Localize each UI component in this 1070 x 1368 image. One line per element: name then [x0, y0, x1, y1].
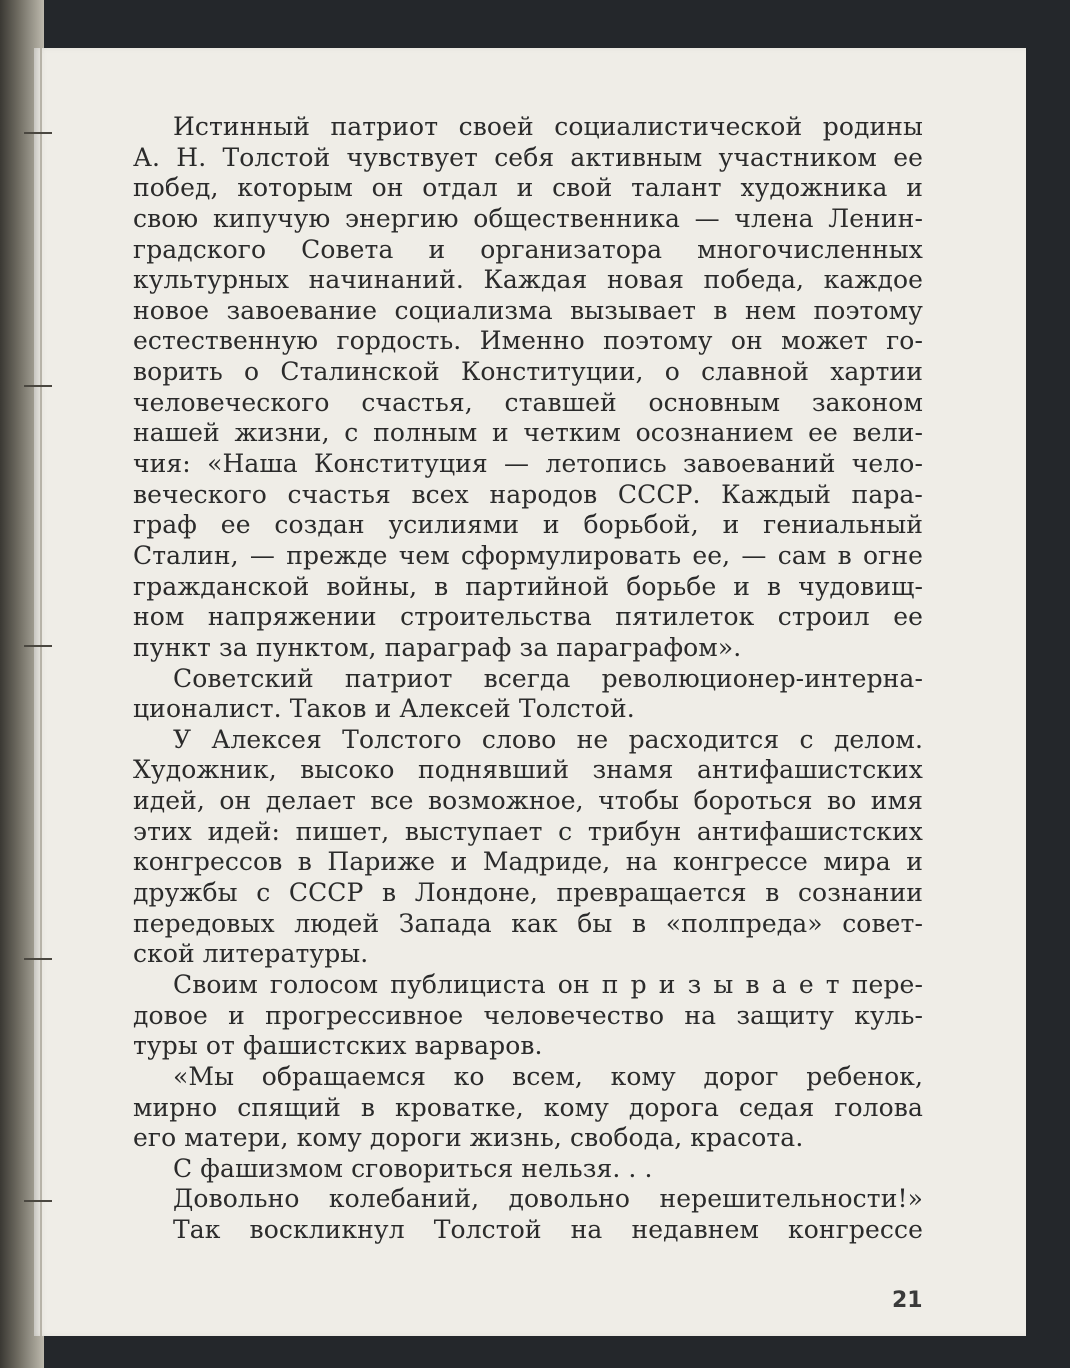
text-line: Советский патриот всегда революционер-интерна-	[173, 663, 923, 693]
text-line: новое завоевание социализма вызывает в нем поэтому	[133, 295, 923, 325]
text-line: Истинный патриот своей социалистической родины	[173, 112, 923, 141]
text-line: Своим голосом публициста он п р и з ы в а е т пере-	[173, 969, 923, 999]
text-line: ворить о Сталинской Конституции, о славной хартии	[133, 357, 923, 387]
text-line: дружбы с СССР в Лондоне, превращается в сознании	[133, 878, 923, 908]
text-line: С фашизмом сговориться нельзя. . .	[173, 1153, 653, 1183]
text-line: граф ее создан усилиями и борьбой, и гениальный	[133, 510, 923, 540]
binding-stitch	[24, 1200, 52, 1202]
text-line: «Мы обращаемся ко всем, кому дорог ребенок,	[173, 1061, 923, 1091]
text-line: гражданской войны, в партийной борьбе и в чудовищ-	[133, 571, 923, 601]
binding-stitch	[24, 132, 52, 134]
text-line: ном напряжении строительства пятилеток строил ее	[133, 602, 923, 632]
text-line: передовых людей Запада как бы в «полпреда» совет-	[133, 908, 923, 938]
text-line: естественную гордость. Именно поэтому он может го-	[133, 326, 923, 356]
binding-stitch	[24, 645, 52, 647]
text-line: человеческого счастья, ставшей основным законом	[133, 387, 923, 417]
text-line: свою кипучую энергию общественника — члена Ленин-	[133, 203, 923, 233]
body-text	[133, 112, 923, 1246]
text-line: туры от фашистских варваров.	[133, 1031, 543, 1061]
text-line: идей, он делает все возможное, чтобы бороться во имя	[133, 786, 923, 816]
binding-stitch	[24, 385, 52, 387]
text-line: побед, которым он отдал и свой талант художника и	[133, 173, 923, 203]
text-line: этих идей: пишет, выступает с трибун антифашистских	[133, 816, 923, 846]
text-line: ской литературы.	[133, 939, 369, 969]
page-number: 21	[892, 1288, 923, 1313]
text-line: довое и прогрессивное человечество на защиту куль-	[133, 1000, 923, 1030]
text-line: Так воскликнул Толстой на недавнем конгрессе	[173, 1215, 923, 1245]
binding-stitch	[24, 958, 52, 960]
text-line: ционалист. Таков и Алексей Толстой.	[133, 694, 635, 724]
text-line: У Алексея Толстого слово не расходится с делом.	[173, 724, 923, 754]
text-line: культурных начинаний. Каждая новая победа, каждое	[133, 265, 923, 295]
page-gutter	[40, 48, 42, 1336]
text-line: нашей жизни, с полным и четким осознанием ее вели-	[133, 418, 923, 448]
text-line: веческого счастья всех народов СССР. Каждый пара-	[133, 479, 923, 509]
text-line: А. Н. Толстой чувствует себя активным участником ее	[133, 142, 923, 172]
text-line: пункт за пунктом, параграф за параграфом».	[133, 632, 742, 662]
text-line: Сталин, — прежде чем сформулировать ее, — сам в огне	[133, 540, 923, 570]
text-line: Художник, высоко поднявший знамя антифашистских	[133, 755, 923, 785]
text-line: чия: «Наша Конституция — летопись завоеваний чело-	[133, 449, 923, 479]
text-line: его матери, кому дороги жизнь, свобода, красота.	[133, 1123, 804, 1153]
text-line: Довольно колебаний, довольно нерешительности!»	[173, 1184, 923, 1214]
text-line: конгрессов в Париже и Мадриде, на конгрессе мира и	[133, 847, 923, 877]
text-line: градского Совета и организатора многочисленных	[133, 234, 923, 264]
text-line: мирно спящий в кроватке, кому дорога седая голова	[133, 1092, 923, 1122]
